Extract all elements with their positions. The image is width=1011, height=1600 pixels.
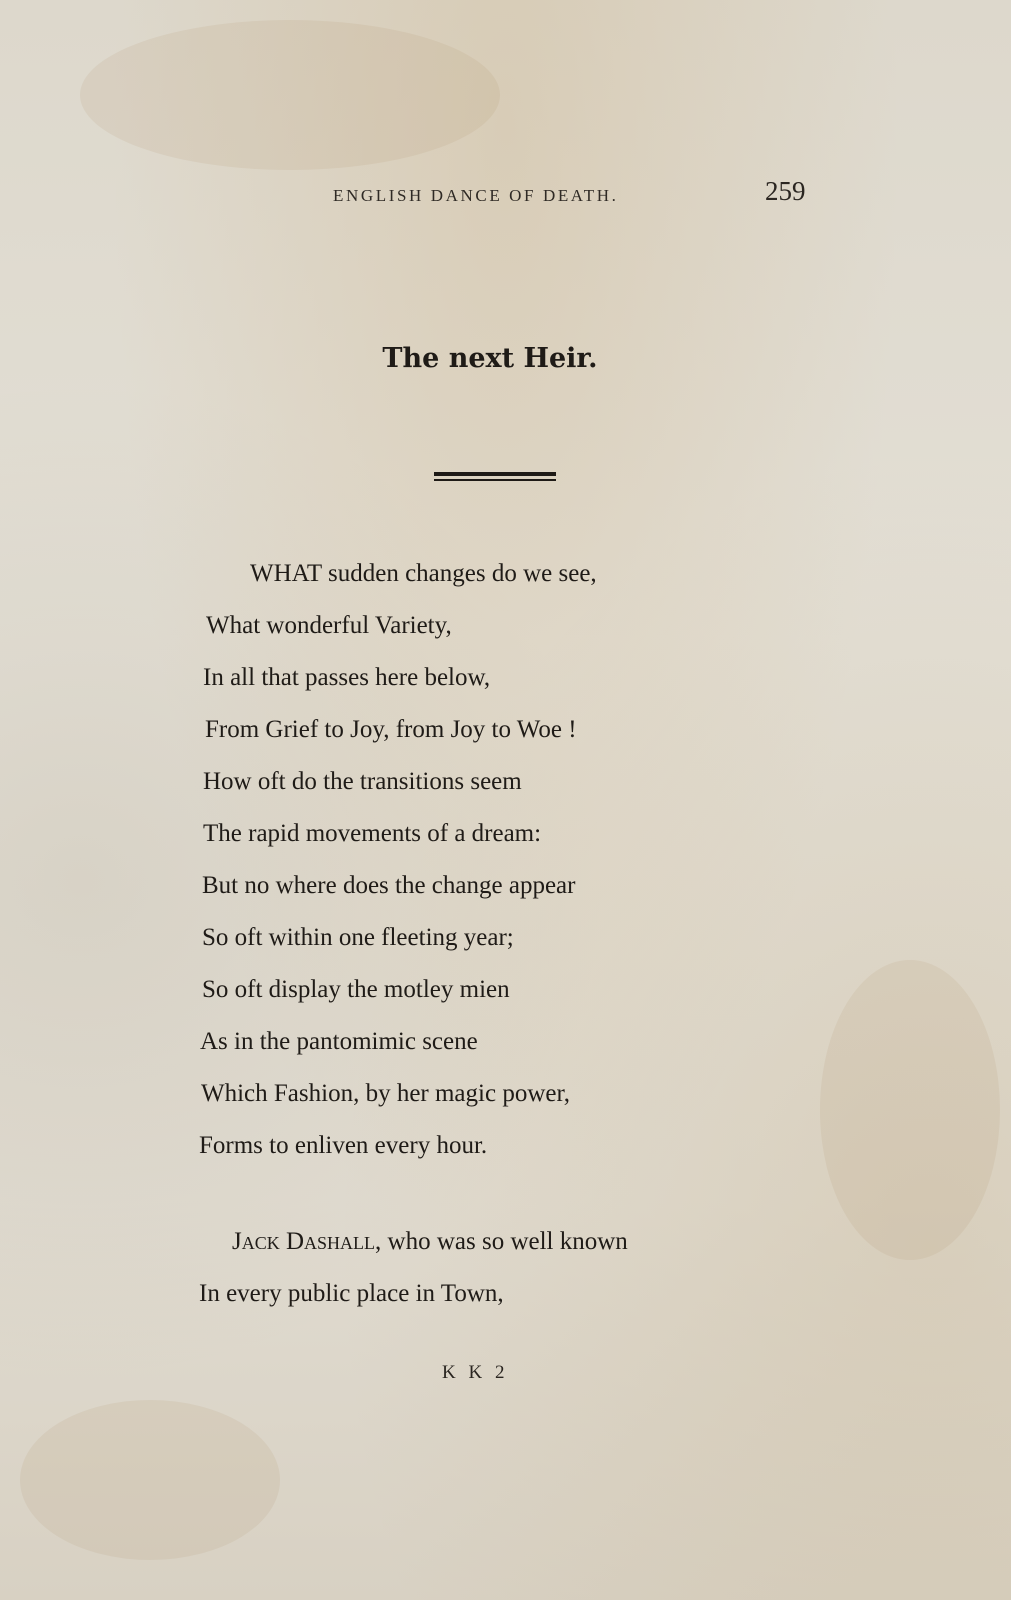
poem-line: From Grief to Joy, from Joy to Woe !: [205, 716, 577, 743]
character-name: Jack Dashall,: [232, 1228, 382, 1255]
poem-line: How oft do the transitions seem: [203, 768, 522, 795]
printer-signature: K K 2: [442, 1362, 509, 1383]
poem-line: In every public place in Town,: [199, 1280, 504, 1307]
poem-line: What wonderful Variety,: [206, 612, 452, 639]
poem-line: [232, 1228, 628, 1256]
page-number: 259: [765, 176, 806, 206]
running-title: ENGLISH DANCE OF DEATH.: [333, 186, 619, 205]
poem-line: Forms to enliven every hour.: [199, 1132, 488, 1159]
poem-line: WHAT sudden changes do we see,: [250, 560, 597, 587]
title-rule: [434, 472, 556, 481]
paper-stain: [820, 960, 1000, 1260]
section-title: The next Heir.: [382, 343, 598, 374]
poem-line: So oft display the motley mien: [202, 976, 510, 1003]
paper-stain: [80, 20, 500, 170]
poem-line: In all that passes here below,: [203, 664, 491, 691]
poem-line: Which Fashion, by her magic power,: [201, 1080, 571, 1107]
rule-thin: [434, 479, 556, 481]
poem-line: As in the pantomimic scene: [200, 1028, 478, 1055]
poem-line-rest: who was so well known: [381, 1228, 628, 1255]
poem-line: But no where does the change appear: [202, 872, 576, 899]
poem-line: The rapid movements of a dream:: [203, 820, 542, 847]
poem-line: So oft within one fleeting year;: [202, 924, 514, 951]
paper-stain: [20, 1400, 280, 1560]
